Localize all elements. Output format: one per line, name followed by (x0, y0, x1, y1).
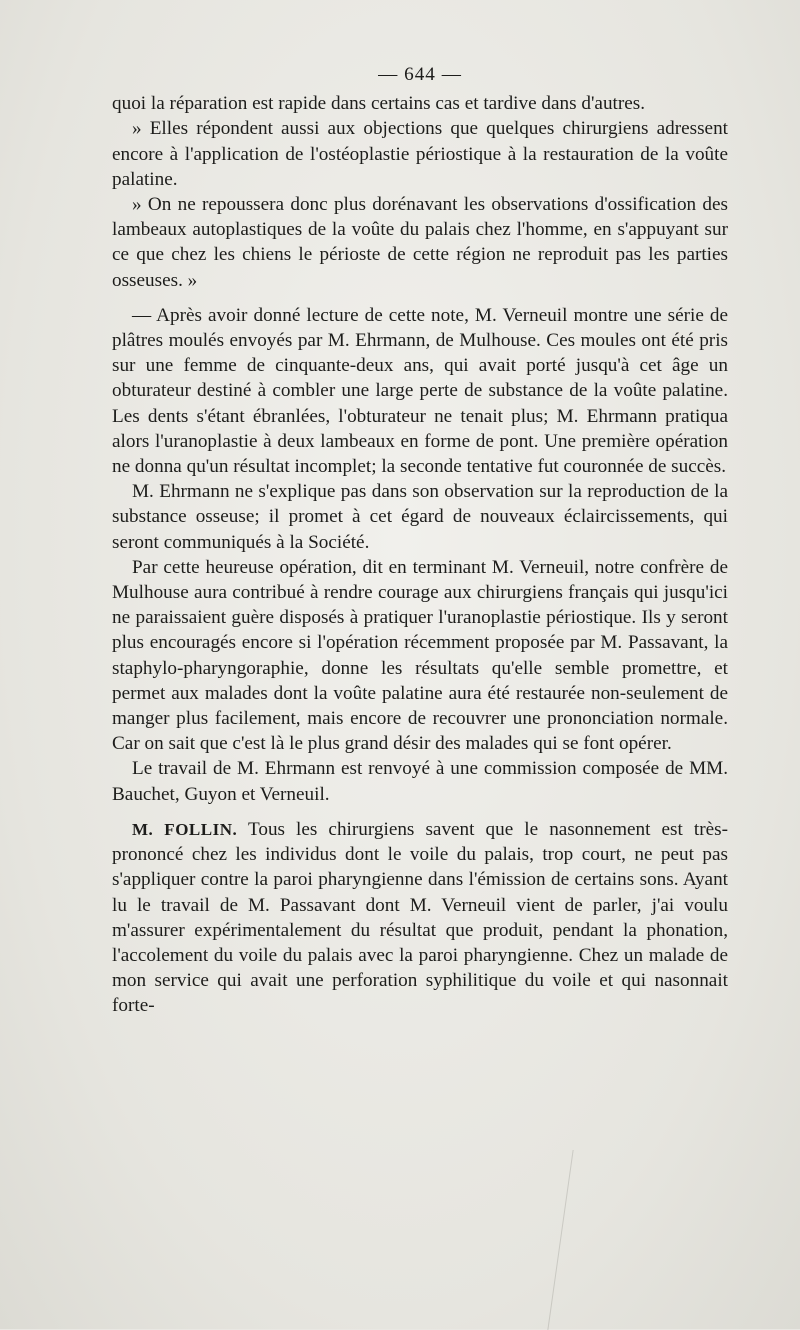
text-block (112, 62, 728, 1019)
paragraph: M. Ehrmann ne s'explique pas dans son observation sur la reproduction de la substance osseuse; il promet à cet égard de nouveaux éclaircissements, qui seront communiqués à la Société. (112, 481, 728, 553)
page-number: — 644 — (378, 64, 462, 85)
follin-paragraph (112, 817, 728, 1019)
paragraph: » Elles répondent aussi aux objections que quelques chirurgiens adressent encore à l'application de l'ostéoplastie périostique à la restauration de la voûte palatine. (112, 118, 728, 190)
paper-crease (547, 1150, 613, 1330)
paragraph: » On ne repoussera donc plus dorénavant les observations d'ossification des lambeaux autoplastiques de la voûte du palais chez l'homme, en s'appuyant sur ce que chez les chiens le périoste de cette région ne reproduit pas les parties osseuses. » (112, 194, 728, 291)
speaker-name: M. FOLLIN. (132, 819, 238, 839)
paragraph: Le travail de M. Ehrmann est renvoyé à une commission composée de MM. Bauchet, Guyon et Verneuil. (112, 758, 728, 805)
paragraph: Par cette heureuse opération, dit en terminant M. Verneuil, notre confrère de Mulhouse aura contribué à rendre courage aux chirurgiens français qui jusqu'ici ne paraissaient guère disposés à pratiquer l'uranoplastie périostique. Ils y seront plus encouragés encore si l'opération récemment proposée par M. Passavant, la staphylo-pharyngoraphie, donne les résultats qu'elle semble promettre, et permet aux malades dont la voûte palatine aura été restaurée non-seulement de manger plus facilement, mais encore de recouvrer une prononciation normale. Car on sait que c'est là le plus grand désir des malades qui se font opérer. (112, 556, 728, 755)
paragraph: quoi la réparation est rapide dans certains cas et tardive dans d'autres. (112, 93, 646, 115)
paragraph: — Après avoir donné lecture de cette note, M. Verneuil montre une série de plâtres moulés envoyés par M. Ehrmann, de Mulhouse. Ces moules ont été pris sur une femme de cinquante-deux ans, qui avait porté jusqu'à cet âge un obturateur destiné à combler une large perte de substance de la voûte palatine. Les dents s'étant ébranlées, l'obturateur ne tenait plus; M. Ehrmann pratiqua alors l'uranoplastie à deux lambeaux en forme de pont. Une première opération ne donna qu'un résultat incomplet; la seconde tentative fut couronnée de succès. (112, 304, 728, 478)
follin-text: Tous les chirurgiens savent que le nasonnement est très-prononcé chez les individus dont le voile du palais, trop court, ne peut pas s'appliquer contre la paroi pharyngienne dans l'émission de certains sons. Ayant lu le travail de M. Passavant dont M. Verneuil vient de parler, j'ai voulu m'assurer expérimentalement du résultat que produit, pendant la phonation, l'accolement du voile du palais avec la paroi pharyngienne. Chez un malade de mon service qui avait une perforation syphilitique du voile et qui nasonnait forte- (112, 818, 728, 1017)
